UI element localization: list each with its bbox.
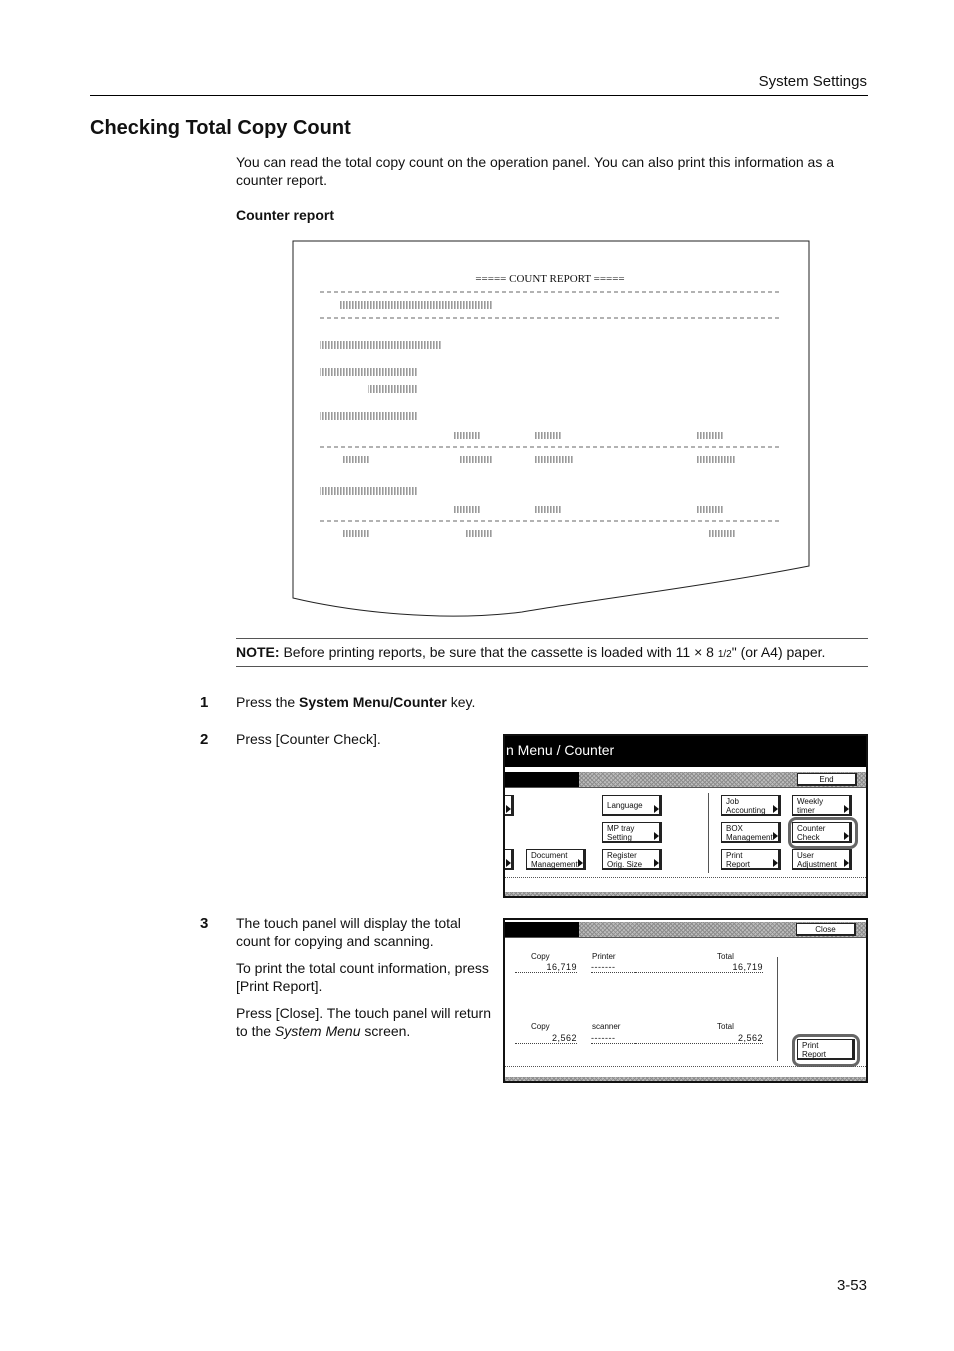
step-2-text: Press [Counter Check]. (236, 731, 381, 747)
step-3-paragraph-2: To print the total count information, press [Print Report]. (236, 960, 489, 994)
panel-divider (708, 793, 709, 873)
copy-label: Copy (531, 1022, 550, 1031)
print-report-highlight (792, 1034, 860, 1067)
document-management-button[interactable]: Document Management (526, 849, 586, 870)
close-button[interactable]: Close (796, 923, 856, 936)
counter-check-panel (503, 918, 868, 1083)
copy-count-value: 2,562 (515, 1033, 577, 1044)
page-number: 3-53 (836, 1277, 867, 1294)
header-rule (90, 95, 868, 96)
report-heading: ===== COUNT REPORT ===== (475, 273, 625, 285)
step-3-paragraph-3: Press [Close]. The touch panel will return to the System Menu screen. (236, 1005, 491, 1039)
system-menu-panel (503, 734, 868, 898)
mp-tray-setting-button[interactable]: MP tray Setting (602, 822, 662, 843)
step-1-text: Press the System Menu/Counter key. (236, 694, 476, 710)
print-report-button[interactable]: Print Report (721, 849, 781, 870)
total-label: Total (717, 952, 734, 961)
step-1-number: 1 (200, 694, 209, 711)
note-fraction: 1/2 (717, 649, 732, 660)
weekly-timer-button[interactable]: Weekly timer (792, 795, 852, 816)
counter-report-heading: Counter report (236, 207, 334, 223)
menu-button-partial[interactable] (503, 795, 514, 816)
panel-bottom-divider (505, 877, 866, 878)
page-title: Checking Total Copy Count (90, 117, 351, 139)
panel-title: n Menu / Counter (505, 736, 866, 767)
step-3-paragraph-1: The touch panel will display the total count for copying and scanning. (236, 915, 461, 949)
counter-check-highlight (788, 817, 858, 849)
printer-label: Printer (592, 952, 616, 961)
language-button[interactable]: Language (602, 795, 662, 816)
panel-footer-bar (505, 892, 866, 896)
copy-label: Copy (531, 952, 550, 961)
copy-count-value: 16,719 (515, 962, 577, 973)
scanner-label: scanner (592, 1022, 621, 1031)
job-accounting-button[interactable]: Job Accounting (721, 795, 781, 816)
user-adjustment-button[interactable]: User Adjustment (792, 849, 852, 870)
counter-report-illustration (292, 240, 812, 620)
total-count-value: 16,719 (635, 962, 763, 973)
note-text-end: " (or A4) paper. (731, 644, 826, 660)
note-label: NOTE: (236, 644, 280, 660)
step-3-number: 3 (200, 915, 209, 932)
panel-divider (777, 957, 778, 1061)
panel-bottom-divider (505, 1066, 866, 1067)
scanner-count-value: ------- (591, 1033, 635, 1044)
box-management-button[interactable]: BOX Management (721, 822, 781, 843)
printer-count-value: ------- (591, 962, 635, 973)
note-box (236, 638, 868, 667)
counter-check-button[interactable]: Counter Check (792, 822, 852, 843)
register-orig-size-button[interactable]: Register Orig. Size (602, 849, 662, 870)
step-2-number: 2 (200, 731, 209, 748)
intro-paragraph: You can read the total copy count on the operation panel. You can also print this information as a counter report. (236, 154, 835, 188)
menu-button-partial[interactable] (503, 849, 514, 870)
print-report-button[interactable]: Print Report (797, 1039, 855, 1060)
panel-tab-active (505, 922, 579, 937)
note-text: Before printing reports, be sure that the cassette is loaded with 11 × 8 (283, 644, 718, 660)
header-section-title: System Settings (758, 73, 867, 90)
end-button[interactable]: End (797, 773, 857, 786)
panel-tab-active (505, 772, 579, 787)
counter-report-graphic (292, 240, 812, 620)
total-count-value: 2,562 (635, 1033, 763, 1044)
panel-footer-bar (505, 1077, 866, 1081)
total-label: Total (717, 1022, 734, 1031)
